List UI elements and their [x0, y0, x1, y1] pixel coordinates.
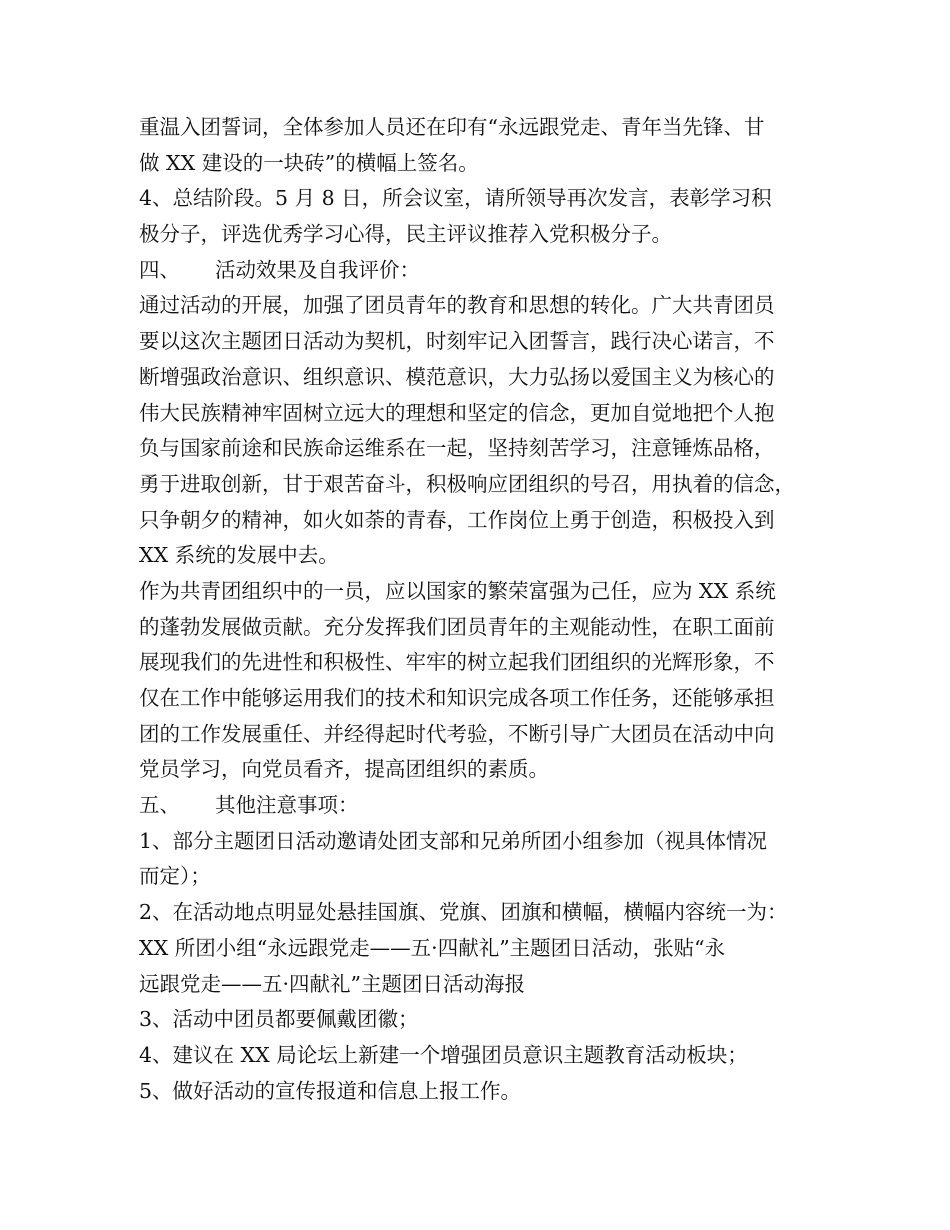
- paragraph-line: 勇于进取创新，甘于艰苦奋斗，积极响应团组织的号召，用执着的信念，: [139, 471, 795, 496]
- list-item-line: 5、做好活动的宣传报道和信息上报工作。: [139, 1078, 522, 1103]
- paragraph-line: 4、总结阶段。5 月 8 日，所会议室，请所领导再次发言，表彰学习积: [139, 186, 772, 211]
- paragraph-line: 做 XX 建设的一块砖”的横幅上签名。: [139, 150, 479, 175]
- list-item-line: 1、部分主题团日活动邀请处团支部和兄弟所团小组参加（视具体情况: [139, 828, 768, 853]
- list-item-line: 2、在活动地点明显处悬挂国旗、党旗、团旗和横幅，横幅内容统一为：: [139, 900, 788, 925]
- list-item-line: 远跟党走——五·四献礼”主题团日活动海报: [139, 971, 525, 996]
- paragraph-line: 仅在工作中能够运用我们的技术和知识完成各项工作任务，还能够承担: [139, 686, 775, 710]
- paragraph-line: 作为共青团组织中的一员，应以国家的繁荣富强为己任，应为 XX 系统: [139, 578, 776, 603]
- document-body: [139, 110, 829, 1109]
- paragraph-line: 只争朝夕的精神，如火如荼的青春，工作岗位上勇于创造，积极投入到: [139, 507, 775, 532]
- list-item-line: XX 所团小组“永远跟党走——五·四献礼”主题团日活动，张贴“永: [139, 935, 726, 960]
- section-title: 活动效果及自我评价：: [215, 257, 420, 282]
- section-number: 四、: [139, 257, 180, 282]
- paragraph-line: 团的工作发展重任、并经得起时代考验，不断引导广大团员在活动中向: [139, 721, 775, 746]
- paragraph-line: 要以这次主题团日活动为契机，时刻牢记入团誓言，践行决心诺言，不: [139, 329, 775, 354]
- paragraph-line: 通过活动的开展，加强了团员青年的教育和思想的转化。广大共青团员: [139, 293, 775, 318]
- paragraph-line: XX 系统的发展中去。: [139, 543, 339, 568]
- section-title: 其他注意事项：: [215, 793, 359, 818]
- paragraph-line: 展现我们的先进性和积极性、牢牢的树立起我们团组织的光辉形象，不: [139, 650, 775, 675]
- paragraph-line: 断增强政治意识、组织意识、模范意识，大力弘扬以爱国主义为核心的: [139, 364, 775, 389]
- list-item-line: 3、活动中团员都要佩戴团徽；: [139, 1007, 419, 1032]
- list-item-line: 而定）；: [139, 864, 211, 889]
- paragraph-line: 伟大民族精神牢固树立远大的理想和坚定的信念，更加自觉地把个人抱: [139, 400, 775, 425]
- section-heading-4: [139, 253, 829, 289]
- paragraph-line: 负与国家前途和民族命运维系在一起，坚持刻苦学习，注意锤炼品格，: [139, 436, 775, 461]
- paragraph-line: 重温入团誓词，全体参加人员还在印有“永远跟党走、青年当先锋、甘: [139, 115, 765, 139]
- paragraph-line: 极分子，评选优秀学习心得，民主评议推荐入党积极分子。: [139, 222, 672, 247]
- paragraph-line: 的蓬勃发展做贡献。充分发挥我们团员青年的主观能动性，在职工面前: [139, 614, 775, 639]
- section-number: 五、: [139, 793, 180, 818]
- section-heading-5: [139, 788, 829, 824]
- paragraph-line: 党员学习，向党员看齐，提高团组织的素质。: [139, 757, 549, 782]
- list-item-line: 4、建议在 XX 局论坛上新建一个增强团员意识主题教育活动板块；: [139, 1042, 748, 1067]
